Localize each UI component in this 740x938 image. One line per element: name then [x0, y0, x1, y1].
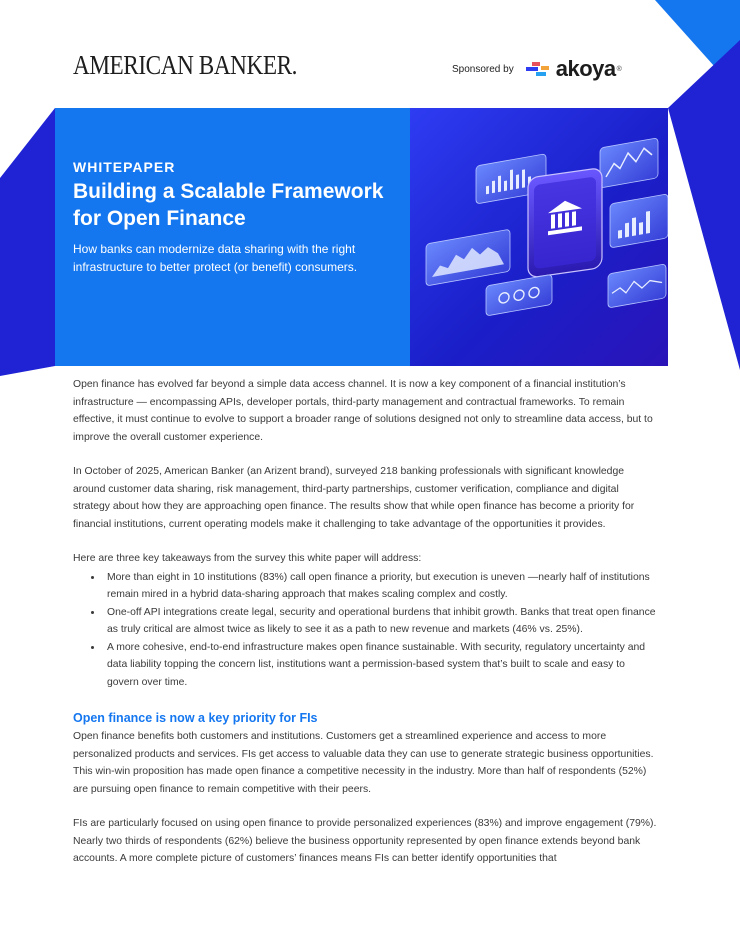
- paragraph-focus: FIs are particularly focused on using open finance to provide personalized experiences (83%) and improve engagement (79%). Nearly two thirds of respondents (62%) believe the business opportunity represented by open finance extends beyond bank accounts. A more complete picture of customers’ finances means FIs can better identify opportunities that: [73, 818, 657, 864]
- takeaways-list: [73, 569, 658, 692]
- page-subtitle: How banks can modernize data sharing with the right infrastructure to better protect (or benefit) consumers.: [73, 242, 358, 274]
- paragraph-intro: Open finance has evolved far beyond a simple data access channel. It is now a key component of a financial institution’s infrastructure — encompassing APIs, developer portals, third-party management and contractual frameworks. To remain effective, it must continue to evolve to support a broader range of solutions designed not only to streamline data access, but to improve the overall customer experience.: [73, 379, 653, 443]
- hero-panel: [55, 108, 410, 366]
- list-item: • More than eight in 10 institutions (83%) call open finance a priority, but execution is uneven —nearly half of institutions remain mired in a hybrid data-sharing approach that makes scaling complex and costly.: [103, 569, 658, 604]
- list-item: • A more cohesive, end-to-end infrastructure makes open finance sustainable. With security, regulatory uncertainty and data liability topping the concern list, institutions want a permission-based system that’s built to scale and easy to govern over time.: [103, 639, 658, 692]
- hero-illustration: [410, 108, 668, 366]
- banking-dashboard-illustration-icon: [410, 108, 668, 366]
- article-body: [73, 376, 658, 885]
- page-title: Building a Scalable Framework for Open Finance: [73, 180, 384, 230]
- paragraph-takeaways-intro: Here are three key takeaways from the survey this white paper will address:: [73, 553, 422, 564]
- document-type-label: WHITEPAPER: [73, 159, 176, 175]
- left-triangle-decoration: [0, 108, 60, 378]
- akoya-logo-icon: [526, 60, 552, 78]
- section-heading: Open finance is now a key priority for FIs: [73, 711, 318, 725]
- trademark-symbol: ®: [616, 65, 622, 73]
- sponsor-block: [452, 56, 622, 82]
- sponsor-label: Sponsored by: [452, 63, 514, 75]
- list-item: • One-off API integrations create legal, security and operational burdens that inhibit growth. Banks that treat open finance as truly critical are almost twice as likely to see it as a path to new revenue and markets (46% vs. 25%).: [103, 604, 658, 639]
- akoya-wordmark: akoya: [555, 56, 616, 81]
- paragraph-benefits: Open finance benefits both customers and institutions. Customers get a streamlined experience and access to more personalized products and services. FIs get access to valuable data they can use to generate strategic business opportunities. This win-win proposition has made open finance a competitive necessity in the industry. More than half of respondents (52%) are pursuing open finance to remain competitive with their peers.: [73, 731, 654, 795]
- american-banker-logo: AMERICAN BANKER.: [73, 50, 298, 80]
- paragraph-survey: In October of 2025, American Banker (an Arizent brand), surveyed 218 banking professionals with significant knowledge around customer data sharing, risk management, third-party partnerships, customer verification, compliance and digital strategy about how they are approaching open finance. The results show that while open finance has become a priority for financial institutions, current operating models make it challenging to take advantage of the opportunities it provides.: [73, 466, 635, 530]
